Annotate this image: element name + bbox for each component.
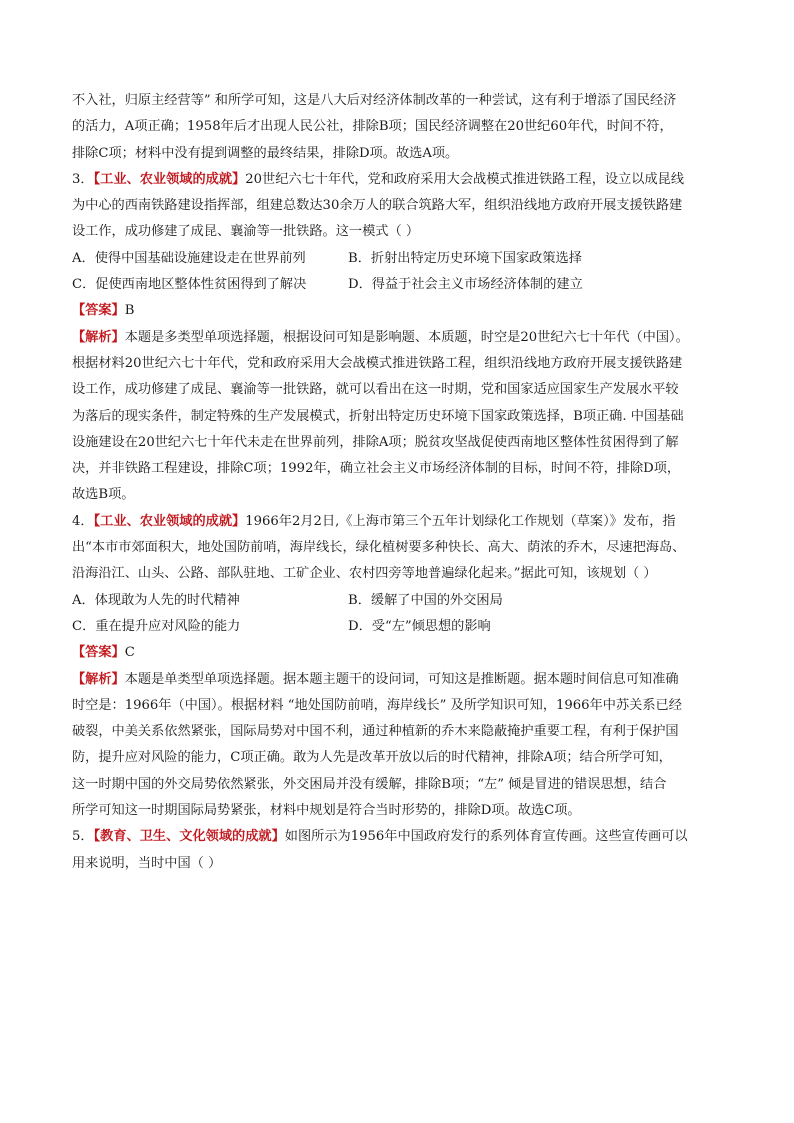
q4-analysis-line: 这一时期中国的外交局势依然紧张，外交困局并没有缓解，排除B项；“左” 倾是冒进的错误思想，结合 [72, 776, 667, 792]
q3-analysis-line: 设施建设在20世纪六七十年代未走在世界前列，排除A项；脱贫攻坚战促使西南地区整体性贫困得到了解 [72, 434, 679, 450]
q3-option-d: D．得益于社会主义市场经济体制的建立 [348, 277, 583, 293]
q4-stem-text: 1966年2月2日,《上海市第三个五年计划绿化工作规划（草案）》发布，指 [245, 513, 676, 529]
q3-option-c: C．促使西南地区整体性贫困得到了解决 [72, 277, 307, 293]
document-page [72, 88, 724, 877]
q4-option-c: C．重在提升应对风险的能力 [72, 618, 241, 634]
q3-answer-value: B [124, 303, 135, 319]
q3-option-b: B．折射出特定历史环境下国家政策选择 [348, 250, 582, 266]
answer-tag: 【答案】 [72, 303, 125, 319]
q5-category-tag: 【教育、卫生、文化领域的成就】 [93, 829, 285, 845]
answer-tag: 【答案】 [72, 645, 125, 661]
q4-option-d: D．受“左”倾思想的影响 [348, 618, 491, 634]
q3-analysis-line: 决，并非铁路工程建设，排除C项；1992年，确立社会主义市场经济体制的目标，时间不符，排除D项， [72, 461, 681, 477]
q4-option-a: A．体现敢为人先的时代精神 [72, 592, 240, 608]
q2-analysis-line: 不入社，归原主经营等” 和所学可知，这是八大后对经济体制改革的一种尝试，这有利于增添了国民经济 [72, 93, 677, 108]
q2-analysis-line: 排除C项；材料中没有提到调整的最终结果，排除D项。故选A项。 [72, 145, 459, 161]
analysis-tag: 【解析】 [72, 329, 125, 345]
q4-options-row [72, 588, 724, 614]
q3-analysis-line: 故选B项。 [72, 487, 135, 503]
analysis-tag: 【解析】 [72, 671, 125, 687]
q4-analysis-line: 时空是：1966年（中国）。根据材料 “地处国防前哨，海岸线长” 及所学知识可知，1966年中苏关系已经 [72, 697, 682, 713]
q4-answer-value: C [124, 645, 135, 661]
q3-stem-line: 为中心的西南铁路建设指挥部，组建总数达30余万人的联合筑路大军，组织沿线地方政府开展支援铁路建 [72, 198, 683, 214]
q3-options-row [72, 246, 724, 272]
q3-option-a: A．使得中国基础设施建设走在世界前列 [72, 250, 306, 266]
q4-analysis-line: 破裂，中美关系依然紧张，国际局势对中国不利，通过种植新的乔木来隐蔽掩护重要工程，有利于保护国 [72, 724, 679, 740]
q3-analysis-line: 根据材料20世纪六七十年代，党和政府采用大会战模式推进铁路工程，组织沿线地方政府开展支援铁路建 [72, 355, 683, 371]
q3-stem [72, 167, 724, 193]
q4-answer [72, 640, 724, 666]
q4-analysis-line: 防，提升应对风险的能力，C项正确。敢为人先是改革开放以后的时代精神，排除A项；结合所学可知， [72, 750, 672, 766]
q3-answer [72, 298, 724, 324]
q4-number: 4． [72, 513, 94, 529]
q4-stem-line: 出“本市市郊面积大，地处国防前哨，海岸线长，绿化植树要多种快长、高大、荫浓的乔木，尽速把海岛、 [72, 540, 686, 556]
q4-analysis [72, 667, 724, 693]
q5-stem [72, 824, 724, 850]
q5-stem-line: 用来说明，当时中国（ ） [72, 855, 222, 871]
q3-analysis-text: 本题是多类型单项选择题，根据设问可知是影响题、本质题，时空是20世纪六七十年代（中国）。 [124, 329, 689, 345]
q4-options-row [72, 614, 724, 640]
q3-stem-line: 设工作，成功修建了成昆、襄渝等一批铁路。这一模式（ ） [72, 224, 420, 240]
q3-category-tag: 【工业、农业领域的成就】 [93, 171, 246, 187]
q4-stem-line: 沿海沿江、山头、公路、部队驻地、工矿企业、农村四旁等地普遍绿化起来。”据此可知，该规划（ ） [72, 566, 657, 582]
q4-category-tag: 【工业、农业领域的成就】 [93, 513, 246, 529]
q2-analysis-line: 的活力，A项正确；1958年后才出现人民公社，排除B项；国民经济调整在20世纪60年代，时间不符， [72, 119, 673, 135]
q4-option-b: B．缓解了中国的外交困局 [348, 592, 503, 608]
q3-stem-text: 20世纪六七十年代，党和政府采用大会战模式推进铁路工程，设立以成昆线 [245, 171, 685, 187]
q3-number: 3． [72, 171, 94, 187]
q3-options-row [72, 272, 724, 298]
q4-analysis-text: 本题是单类型单项选择题。据本题主题干的设问词，可知这是推断题。据本题时间信息可知准确 [124, 671, 679, 687]
q4-analysis-line: 所学可知这一时期国际局势紧张，材料中规划是符合当时形势的，排除D项。故选C项。 [72, 803, 581, 819]
q3-analysis [72, 325, 724, 351]
q3-analysis-line: 设工作，成功修建了成昆、襄渝等一批铁路，就可以看出在这一时期，党和国家适应国家生产发展水平较 [72, 382, 679, 398]
q5-number: 5． [72, 829, 94, 845]
q4-stem [72, 509, 724, 535]
q3-analysis-line: 为落后的现实条件，制定特殊的生产发展模式，折射出特定历史环境下国家政策选择，B项正确. 中国基础 [72, 408, 684, 424]
q5-stem-text: 如图所示为1956年中国政府发行的系列体育宣传画。这些宣传画可以 [284, 829, 688, 845]
